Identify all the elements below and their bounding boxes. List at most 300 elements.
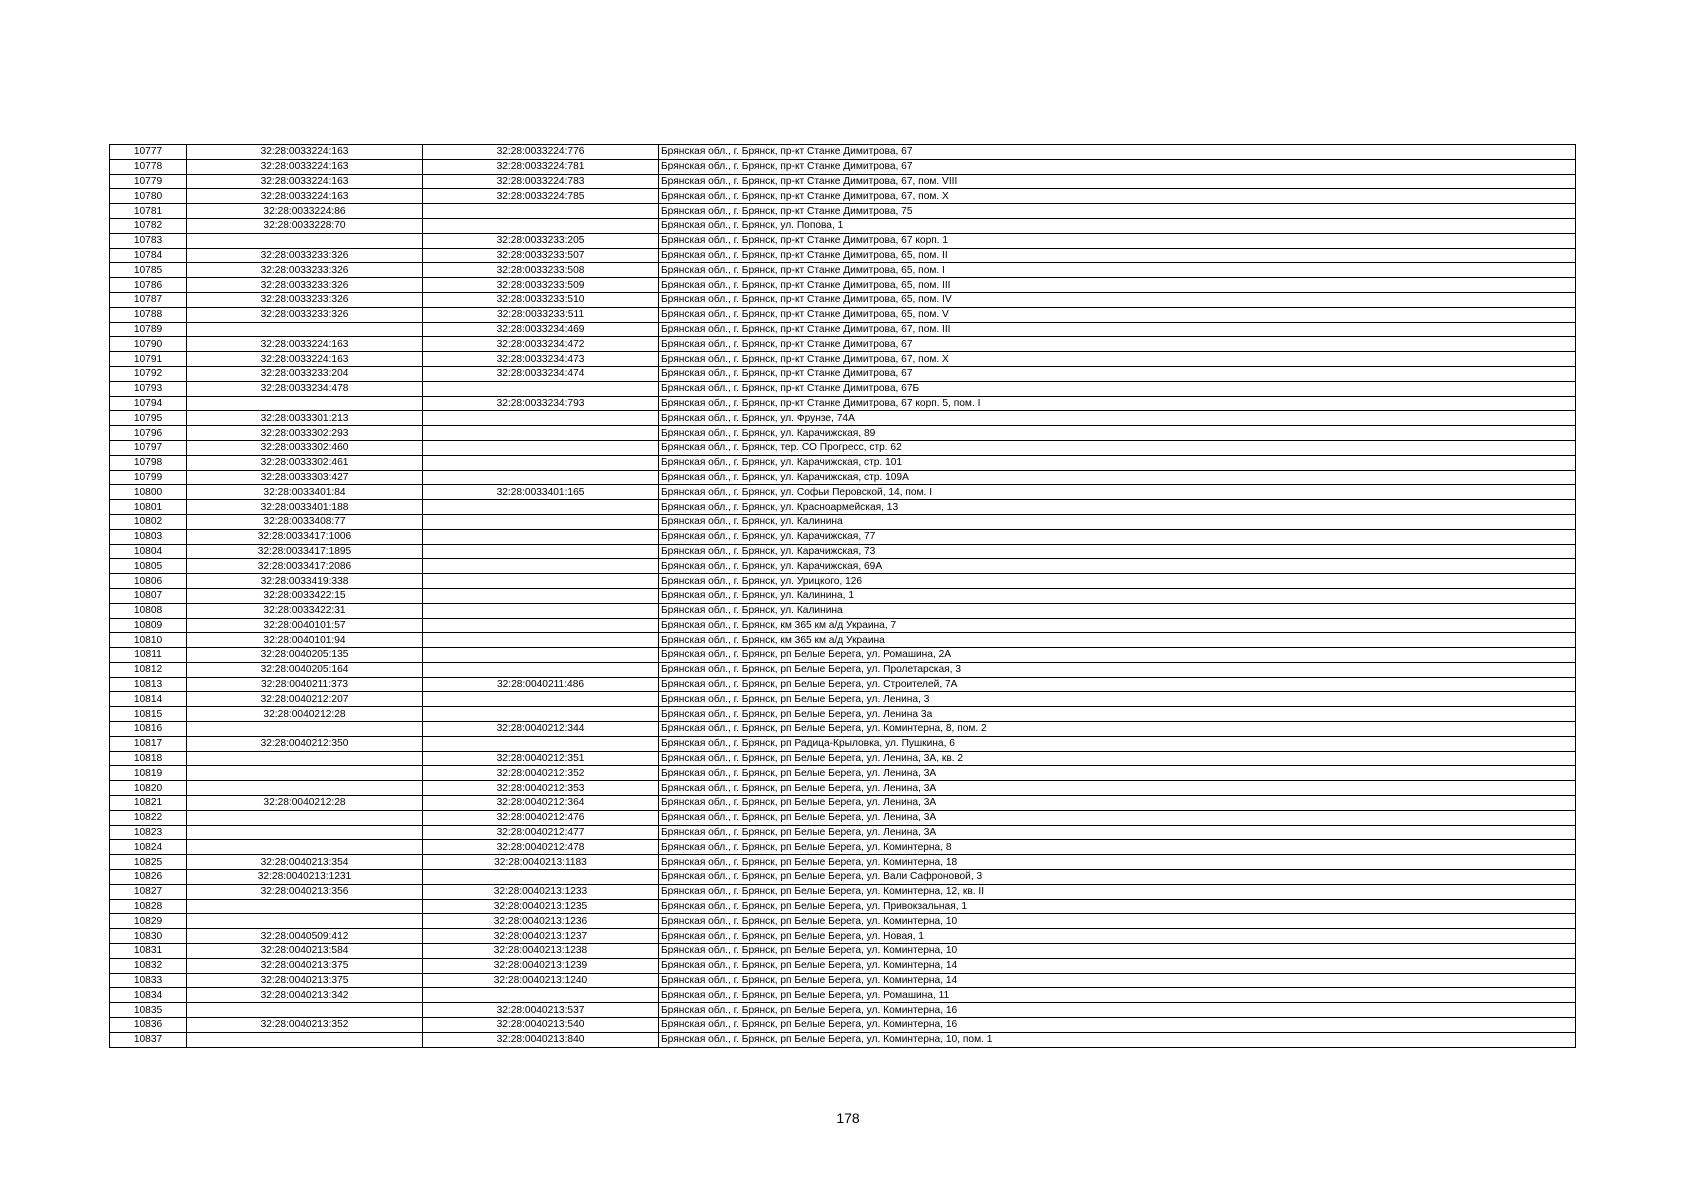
object-number-cell: 32:28:0040211:486 <box>423 677 659 692</box>
parcel-number-cell <box>187 781 423 796</box>
parcel-number-cell <box>187 722 423 737</box>
row-number-cell: 10830 <box>110 929 187 944</box>
row-number-cell: 10801 <box>110 500 187 515</box>
parcel-number-cell <box>187 1003 423 1018</box>
row-number-cell: 10820 <box>110 781 187 796</box>
object-number-cell <box>423 470 659 485</box>
parcel-number-cell: 32:28:0033224:163 <box>187 189 423 204</box>
row-number-cell: 10834 <box>110 988 187 1003</box>
address-cell: Брянская обл., г. Брянск, рп Белые Берега, ул. Коминтерна, 8 <box>659 840 1576 855</box>
list-item <box>110 159 1576 174</box>
row-number-cell: 10789 <box>110 322 187 337</box>
address-cell: Брянская обл., г. Брянск, рп Белые Берега, ул. Коминтерна, 16 <box>659 1003 1576 1018</box>
parcel-number-cell: 32:28:0040211:373 <box>187 677 423 692</box>
object-number-cell <box>423 411 659 426</box>
list-item <box>110 470 1576 485</box>
object-number-cell: 32:28:0033233:205 <box>423 233 659 248</box>
address-cell: Брянская обл., г. Брянск, рп Белые Берега, ул. Ромашина, 2А <box>659 648 1576 663</box>
object-number-cell: 32:28:0040213:1183 <box>423 855 659 870</box>
row-number-cell: 10797 <box>110 440 187 455</box>
list-item <box>110 825 1576 840</box>
address-cell: Брянская обл., г. Брянск, пр-кт Станке Димитрова, 67 корп. 5, пом. I <box>659 396 1576 411</box>
row-number-cell: 10819 <box>110 766 187 781</box>
address-cell: Брянская обл., г. Брянск, ул. Калинина <box>659 514 1576 529</box>
list-item <box>110 426 1576 441</box>
parcel-number-cell: 32:28:0033224:163 <box>187 352 423 367</box>
parcel-number-cell: 32:28:0033233:326 <box>187 248 423 263</box>
object-number-cell <box>423 988 659 1003</box>
object-number-cell <box>423 736 659 751</box>
list-item <box>110 692 1576 707</box>
parcel-number-cell: 32:28:0040213:375 <box>187 973 423 988</box>
row-number-cell: 10796 <box>110 426 187 441</box>
object-number-cell: 32:28:0040212:352 <box>423 766 659 781</box>
parcel-number-cell: 32:28:0033302:460 <box>187 440 423 455</box>
address-cell: Брянская обл., г. Брянск, рп Белые Берега, ул. Ленина, 3 <box>659 692 1576 707</box>
list-item <box>110 840 1576 855</box>
object-number-cell: 32:28:0040213:537 <box>423 1003 659 1018</box>
parcel-number-cell: 32:28:0033401:84 <box>187 485 423 500</box>
parcel-number-cell: 32:28:0033417:1006 <box>187 529 423 544</box>
address-cell: Брянская обл., г. Брянск, рп Белые Берега, ул. Коминтерна, 14 <box>659 958 1576 973</box>
list-item <box>110 440 1576 455</box>
list-item <box>110 352 1576 367</box>
address-cell: Брянская обл., г. Брянск, рп Белые Берега, ул. Коминтерна, 8, пом. 2 <box>659 722 1576 737</box>
registry-table <box>109 144 1576 1048</box>
object-number-cell: 32:28:0040213:1235 <box>423 899 659 914</box>
parcel-number-cell: 32:28:0033224:86 <box>187 204 423 219</box>
list-item <box>110 233 1576 248</box>
list-item <box>110 766 1576 781</box>
list-item <box>110 263 1576 278</box>
address-cell: Брянская обл., г. Брянск, рп Белые Берега, ул. Ленина, 3А <box>659 766 1576 781</box>
address-cell: Брянская обл., г. Брянск, ул. Калинина, 1 <box>659 588 1576 603</box>
address-cell: Брянская обл., г. Брянск, пр-кт Станке Димитрова, 65, пом. II <box>659 248 1576 263</box>
object-number-cell <box>423 440 659 455</box>
address-cell: Брянская обл., г. Брянск, ул. Карачижская, 77 <box>659 529 1576 544</box>
parcel-number-cell: 32:28:0040213:1231 <box>187 870 423 885</box>
address-cell: Брянская обл., г. Брянск, ул. Красноармейская, 13 <box>659 500 1576 515</box>
address-cell: Брянская обл., г. Брянск, пр-кт Станке Димитрова, 65, пом. I <box>659 263 1576 278</box>
address-cell: Брянская обл., г. Брянск, рп Белые Берега, ул. Ленина, 3А <box>659 796 1576 811</box>
row-number-cell: 10832 <box>110 958 187 973</box>
address-cell: Брянская обл., г. Брянск, пр-кт Станке Димитрова, 65, пом. V <box>659 307 1576 322</box>
object-number-cell: 32:28:0040213:540 <box>423 1018 659 1033</box>
row-number-cell: 10835 <box>110 1003 187 1018</box>
address-cell: Брянская обл., г. Брянск, пр-кт Станке Димитрова, 67 корп. 1 <box>659 233 1576 248</box>
row-number-cell: 10795 <box>110 411 187 426</box>
address-cell: Брянская обл., г. Брянск, рп Белые Берега, ул. Ромашина, 11 <box>659 988 1576 1003</box>
parcel-number-cell: 32:28:0033417:1895 <box>187 544 423 559</box>
parcel-number-cell: 32:28:0033302:461 <box>187 455 423 470</box>
parcel-number-cell: 32:28:0040213:352 <box>187 1018 423 1033</box>
list-item <box>110 559 1576 574</box>
list-item <box>110 751 1576 766</box>
parcel-number-cell: 32:28:0040213:375 <box>187 958 423 973</box>
list-item <box>110 1032 1576 1047</box>
parcel-number-cell: 32:28:0033233:326 <box>187 292 423 307</box>
parcel-number-cell: 32:28:0040213:356 <box>187 884 423 899</box>
parcel-number-cell <box>187 825 423 840</box>
address-cell: Брянская обл., г. Брянск, пр-кт Станке Димитрова, 67 <box>659 366 1576 381</box>
row-number-cell: 10817 <box>110 736 187 751</box>
object-number-cell: 32:28:0040213:1238 <box>423 944 659 959</box>
list-item <box>110 411 1576 426</box>
row-number-cell: 10803 <box>110 529 187 544</box>
address-cell: Брянская обл., г. Брянск, рп Белые Берега, ул. Ленина 3а <box>659 707 1576 722</box>
list-item <box>110 574 1576 589</box>
list-item <box>110 633 1576 648</box>
list-item <box>110 381 1576 396</box>
list-item <box>110 1003 1576 1018</box>
row-number-cell: 10800 <box>110 485 187 500</box>
object-number-cell <box>423 455 659 470</box>
object-number-cell: 32:28:0040212:344 <box>423 722 659 737</box>
object-number-cell: 32:28:0033233:507 <box>423 248 659 263</box>
row-number-cell: 10809 <box>110 618 187 633</box>
parcel-number-cell: 32:28:0033417:2086 <box>187 559 423 574</box>
parcel-number-cell: 32:28:0033224:163 <box>187 145 423 160</box>
row-number-cell: 10837 <box>110 1032 187 1047</box>
parcel-number-cell: 32:28:0040212:207 <box>187 692 423 707</box>
list-item <box>110 529 1576 544</box>
parcel-number-cell <box>187 396 423 411</box>
list-item <box>110 603 1576 618</box>
list-item <box>110 662 1576 677</box>
row-number-cell: 10785 <box>110 263 187 278</box>
parcel-number-cell: 32:28:0033419:338 <box>187 574 423 589</box>
object-number-cell: 32:28:0033233:510 <box>423 292 659 307</box>
object-number-cell: 32:28:0033233:508 <box>423 263 659 278</box>
row-number-cell: 10790 <box>110 337 187 352</box>
row-number-cell: 10780 <box>110 189 187 204</box>
address-cell: Брянская обл., г. Брянск, ул. Карачижская, 89 <box>659 426 1576 441</box>
row-number-cell: 10799 <box>110 470 187 485</box>
object-number-cell: 32:28:0033234:793 <box>423 396 659 411</box>
row-number-cell: 10831 <box>110 944 187 959</box>
parcel-number-cell: 32:28:0040101:57 <box>187 618 423 633</box>
row-number-cell: 10805 <box>110 559 187 574</box>
row-number-cell: 10784 <box>110 248 187 263</box>
list-item <box>110 855 1576 870</box>
object-number-cell <box>423 662 659 677</box>
row-number-cell: 10782 <box>110 218 187 233</box>
parcel-number-cell: 32:28:0040509:412 <box>187 929 423 944</box>
address-cell: Брянская обл., г. Брянск, рп Белые Берега, ул. Новая, 1 <box>659 929 1576 944</box>
row-number-cell: 10816 <box>110 722 187 737</box>
object-number-cell: 32:28:0040213:840 <box>423 1032 659 1047</box>
address-cell: Брянская обл., г. Брянск, ул. Попова, 1 <box>659 218 1576 233</box>
page-number: 178 <box>836 1110 860 1126</box>
parcel-number-cell: 32:28:0033234:478 <box>187 381 423 396</box>
object-number-cell: 32:28:0033224:785 <box>423 189 659 204</box>
address-cell: Брянская обл., г. Брянск, км 365 км а/д Украина, 7 <box>659 618 1576 633</box>
address-cell: Брянская обл., г. Брянск, ул. Карачижская, 73 <box>659 544 1576 559</box>
parcel-number-cell <box>187 840 423 855</box>
list-item <box>110 810 1576 825</box>
address-cell: Брянская обл., г. Брянск, рп Белые Берега, ул. Коминтерна, 10 <box>659 944 1576 959</box>
object-number-cell <box>423 574 659 589</box>
row-number-cell: 10798 <box>110 455 187 470</box>
address-cell: Брянская обл., г. Брянск, ул. Фрунзе, 74А <box>659 411 1576 426</box>
parcel-number-cell: 32:28:0033401:188 <box>187 500 423 515</box>
list-item <box>110 958 1576 973</box>
object-number-cell <box>423 514 659 529</box>
object-number-cell <box>423 500 659 515</box>
row-number-cell: 10794 <box>110 396 187 411</box>
row-number-cell: 10791 <box>110 352 187 367</box>
parcel-number-cell <box>187 914 423 929</box>
list-item <box>110 337 1576 352</box>
parcel-number-cell: 32:28:0033224:163 <box>187 174 423 189</box>
list-item <box>110 618 1576 633</box>
row-number-cell: 10804 <box>110 544 187 559</box>
object-number-cell: 32:28:0040212:351 <box>423 751 659 766</box>
parcel-number-cell: 32:28:0040213:354 <box>187 855 423 870</box>
object-number-cell <box>423 707 659 722</box>
list-item <box>110 396 1576 411</box>
object-number-cell <box>423 603 659 618</box>
object-number-cell <box>423 218 659 233</box>
row-number-cell: 10836 <box>110 1018 187 1033</box>
address-cell: Брянская обл., г. Брянск, пр-кт Станке Димитрова, 67 <box>659 337 1576 352</box>
row-number-cell: 10792 <box>110 366 187 381</box>
row-number-cell: 10822 <box>110 810 187 825</box>
address-cell: Брянская обл., г. Брянск, рп Белые Берега, ул. Строителей, 7А <box>659 677 1576 692</box>
list-item <box>110 914 1576 929</box>
list-item <box>110 677 1576 692</box>
address-cell: Брянская обл., г. Брянск, пр-кт Станке Димитрова, 67 <box>659 159 1576 174</box>
list-item <box>110 988 1576 1003</box>
object-number-cell: 32:28:0033234:469 <box>423 322 659 337</box>
row-number-cell: 10787 <box>110 292 187 307</box>
parcel-number-cell: 32:28:0033233:326 <box>187 263 423 278</box>
object-number-cell: 32:28:0033224:783 <box>423 174 659 189</box>
list-item <box>110 648 1576 663</box>
parcel-number-cell <box>187 766 423 781</box>
address-cell: Брянская обл., г. Брянск, рп Белые Берега, ул. Привокзальная, 1 <box>659 899 1576 914</box>
row-number-cell: 10823 <box>110 825 187 840</box>
row-number-cell: 10781 <box>110 204 187 219</box>
parcel-number-cell: 32:28:0033233:326 <box>187 307 423 322</box>
row-number-cell: 10806 <box>110 574 187 589</box>
address-cell: Брянская обл., г. Брянск, рп Белые Берега, ул. Коминтерна, 18 <box>659 855 1576 870</box>
address-cell: Брянская обл., г. Брянск, рп Радица-Крыловка, ул. Пушкина, 6 <box>659 736 1576 751</box>
list-item <box>110 455 1576 470</box>
parcel-number-cell <box>187 1032 423 1047</box>
list-item <box>110 899 1576 914</box>
object-number-cell <box>423 618 659 633</box>
object-number-cell: 32:28:0040212:476 <box>423 810 659 825</box>
object-number-cell <box>423 529 659 544</box>
list-item <box>110 722 1576 737</box>
list-item <box>110 174 1576 189</box>
parcel-number-cell <box>187 810 423 825</box>
list-item <box>110 218 1576 233</box>
address-cell: Брянская обл., г. Брянск, рп Белые Берега, ул. Ленина, 3А <box>659 825 1576 840</box>
address-cell: Брянская обл., г. Брянск, рп Белые Берега, ул. Ленина, 3А, кв. 2 <box>659 751 1576 766</box>
address-cell: Брянская обл., г. Брянск, рп Белые Берега, ул. Пролетарская, 3 <box>659 662 1576 677</box>
list-item <box>110 145 1576 160</box>
list-item <box>110 944 1576 959</box>
parcel-number-cell <box>187 751 423 766</box>
row-number-cell: 10827 <box>110 884 187 899</box>
parcel-number-cell: 32:28:0033228:70 <box>187 218 423 233</box>
address-cell: Брянская обл., г. Брянск, рп Белые Берега, ул. Ленина, 3А <box>659 781 1576 796</box>
row-number-cell: 10818 <box>110 751 187 766</box>
address-cell: Брянская обл., г. Брянск, рп Белые Берега, ул. Коминтерна, 10 <box>659 914 1576 929</box>
address-cell: Брянская обл., г. Брянск, пр-кт Станке Димитрова, 67 <box>659 145 1576 160</box>
row-number-cell: 10811 <box>110 648 187 663</box>
list-item <box>110 189 1576 204</box>
row-number-cell: 10813 <box>110 677 187 692</box>
row-number-cell: 10829 <box>110 914 187 929</box>
row-number-cell: 10802 <box>110 514 187 529</box>
object-number-cell: 32:28:0040213:1237 <box>423 929 659 944</box>
list-item <box>110 292 1576 307</box>
list-item <box>110 870 1576 885</box>
address-cell: Брянская обл., г. Брянск, ул. Калинина <box>659 603 1576 618</box>
address-cell: Брянская обл., г. Брянск, пр-кт Станке Димитрова, 67, пом. X <box>659 189 1576 204</box>
object-number-cell <box>423 559 659 574</box>
object-number-cell <box>423 633 659 648</box>
list-item <box>110 500 1576 515</box>
address-cell: Брянская обл., г. Брянск, рп Белые Берега, ул. Коминтерна, 10, пом. 1 <box>659 1032 1576 1047</box>
list-item <box>110 588 1576 603</box>
object-number-cell <box>423 870 659 885</box>
object-number-cell: 32:28:0033224:781 <box>423 159 659 174</box>
address-cell: Брянская обл., г. Брянск, рп Белые Берега, ул. Вали Сафроновой, 3 <box>659 870 1576 885</box>
address-cell: Брянская обл., г. Брянск, пр-кт Станке Димитрова, 65, пом. III <box>659 278 1576 293</box>
object-number-cell: 32:28:0040213:1236 <box>423 914 659 929</box>
parcel-number-cell: 32:28:0040205:135 <box>187 648 423 663</box>
address-cell: Брянская обл., г. Брянск, тер. СО Прогресс, стр. 62 <box>659 440 1576 455</box>
object-number-cell: 32:28:0040212:353 <box>423 781 659 796</box>
address-cell: Брянская обл., г. Брянск, рп Белые Берега, ул. Ленина, 3А <box>659 810 1576 825</box>
row-number-cell: 10821 <box>110 796 187 811</box>
object-number-cell <box>423 692 659 707</box>
row-number-cell: 10777 <box>110 145 187 160</box>
object-number-cell <box>423 588 659 603</box>
parcel-number-cell: 32:28:0033233:326 <box>187 278 423 293</box>
object-number-cell: 32:28:0033233:511 <box>423 307 659 322</box>
registry-table-body <box>110 145 1576 1048</box>
parcel-number-cell: 32:28:0033422:15 <box>187 588 423 603</box>
parcel-number-cell <box>187 233 423 248</box>
address-cell: Брянская обл., г. Брянск, км 365 км а/д Украина <box>659 633 1576 648</box>
list-item <box>110 929 1576 944</box>
row-number-cell: 10833 <box>110 973 187 988</box>
list-item <box>110 204 1576 219</box>
parcel-number-cell: 32:28:0040205:164 <box>187 662 423 677</box>
object-number-cell <box>423 381 659 396</box>
address-cell: Брянская обл., г. Брянск, ул. Карачижская, 69А <box>659 559 1576 574</box>
object-number-cell: 32:28:0033224:776 <box>423 145 659 160</box>
object-number-cell <box>423 426 659 441</box>
object-number-cell <box>423 544 659 559</box>
address-cell: Брянская обл., г. Брянск, ул. Софьи Перовской, 14, пом. I <box>659 485 1576 500</box>
row-number-cell: 10788 <box>110 307 187 322</box>
row-number-cell: 10783 <box>110 233 187 248</box>
parcel-number-cell: 32:28:0033302:293 <box>187 426 423 441</box>
row-number-cell: 10786 <box>110 278 187 293</box>
list-item <box>110 307 1576 322</box>
row-number-cell: 10778 <box>110 159 187 174</box>
address-cell: Брянская обл., г. Брянск, ул. Карачижская, стр. 101 <box>659 455 1576 470</box>
parcel-number-cell: 32:28:0033408:77 <box>187 514 423 529</box>
row-number-cell: 10824 <box>110 840 187 855</box>
object-number-cell: 32:28:0040213:1239 <box>423 958 659 973</box>
parcel-number-cell: 32:28:0040212:28 <box>187 707 423 722</box>
address-cell: Брянская обл., г. Брянск, рп Белые Берега, ул. Коминтерна, 16 <box>659 1018 1576 1033</box>
object-number-cell: 32:28:0040212:478 <box>423 840 659 855</box>
row-number-cell: 10815 <box>110 707 187 722</box>
row-number-cell: 10812 <box>110 662 187 677</box>
list-item <box>110 514 1576 529</box>
list-item <box>110 278 1576 293</box>
list-item <box>110 884 1576 899</box>
parcel-number-cell: 32:28:0040213:584 <box>187 944 423 959</box>
row-number-cell: 10826 <box>110 870 187 885</box>
address-cell: Брянская обл., г. Брянск, пр-кт Станке Димитрова, 67Б <box>659 381 1576 396</box>
list-item <box>110 322 1576 337</box>
parcel-number-cell <box>187 899 423 914</box>
row-number-cell: 10825 <box>110 855 187 870</box>
row-number-cell: 10814 <box>110 692 187 707</box>
object-number-cell: 32:28:0033234:472 <box>423 337 659 352</box>
parcel-number-cell: 32:28:0040212:28 <box>187 796 423 811</box>
address-cell: Брянская обл., г. Брянск, ул. Карачижская, стр. 109А <box>659 470 1576 485</box>
parcel-number-cell: 32:28:0033224:163 <box>187 337 423 352</box>
address-cell: Брянская обл., г. Брянск, пр-кт Станке Димитрова, 65, пом. IV <box>659 292 1576 307</box>
list-item <box>110 544 1576 559</box>
parcel-number-cell: 32:28:0033233:204 <box>187 366 423 381</box>
object-number-cell: 32:28:0040213:1240 <box>423 973 659 988</box>
object-number-cell: 32:28:0040212:477 <box>423 825 659 840</box>
row-number-cell: 10828 <box>110 899 187 914</box>
list-item <box>110 736 1576 751</box>
row-number-cell: 10793 <box>110 381 187 396</box>
object-number-cell: 32:28:0040213:1233 <box>423 884 659 899</box>
row-number-cell: 10810 <box>110 633 187 648</box>
address-cell: Брянская обл., г. Брянск, пр-кт Станке Димитрова, 67, пом. III <box>659 322 1576 337</box>
address-cell: Брянская обл., г. Брянск, рп Белые Берега, ул. Коминтерна, 14 <box>659 973 1576 988</box>
parcel-number-cell: 32:28:0040212:350 <box>187 736 423 751</box>
object-number-cell: 32:28:0033401:165 <box>423 485 659 500</box>
list-item <box>110 366 1576 381</box>
address-cell: Брянская обл., г. Брянск, пр-кт Станке Димитрова, 67, пом. X <box>659 352 1576 367</box>
parcel-number-cell: 32:28:0033303:427 <box>187 470 423 485</box>
list-item <box>110 1018 1576 1033</box>
parcel-number-cell: 32:28:0040213:342 <box>187 988 423 1003</box>
object-number-cell <box>423 648 659 663</box>
object-number-cell: 32:28:0033234:473 <box>423 352 659 367</box>
list-item <box>110 485 1576 500</box>
list-item <box>110 781 1576 796</box>
parcel-number-cell: 32:28:0033422:31 <box>187 603 423 618</box>
list-item <box>110 248 1576 263</box>
address-cell: Брянская обл., г. Брянск, пр-кт Станке Димитрова, 75 <box>659 204 1576 219</box>
address-cell: Брянская обл., г. Брянск, ул. Урицкого, 126 <box>659 574 1576 589</box>
row-number-cell: 10779 <box>110 174 187 189</box>
row-number-cell: 10807 <box>110 588 187 603</box>
list-item <box>110 707 1576 722</box>
address-cell: Брянская обл., г. Брянск, рп Белые Берега, ул. Коминтерна, 12, кв. II <box>659 884 1576 899</box>
row-number-cell: 10808 <box>110 603 187 618</box>
parcel-number-cell <box>187 322 423 337</box>
parcel-number-cell: 32:28:0033301:213 <box>187 411 423 426</box>
object-number-cell <box>423 204 659 219</box>
